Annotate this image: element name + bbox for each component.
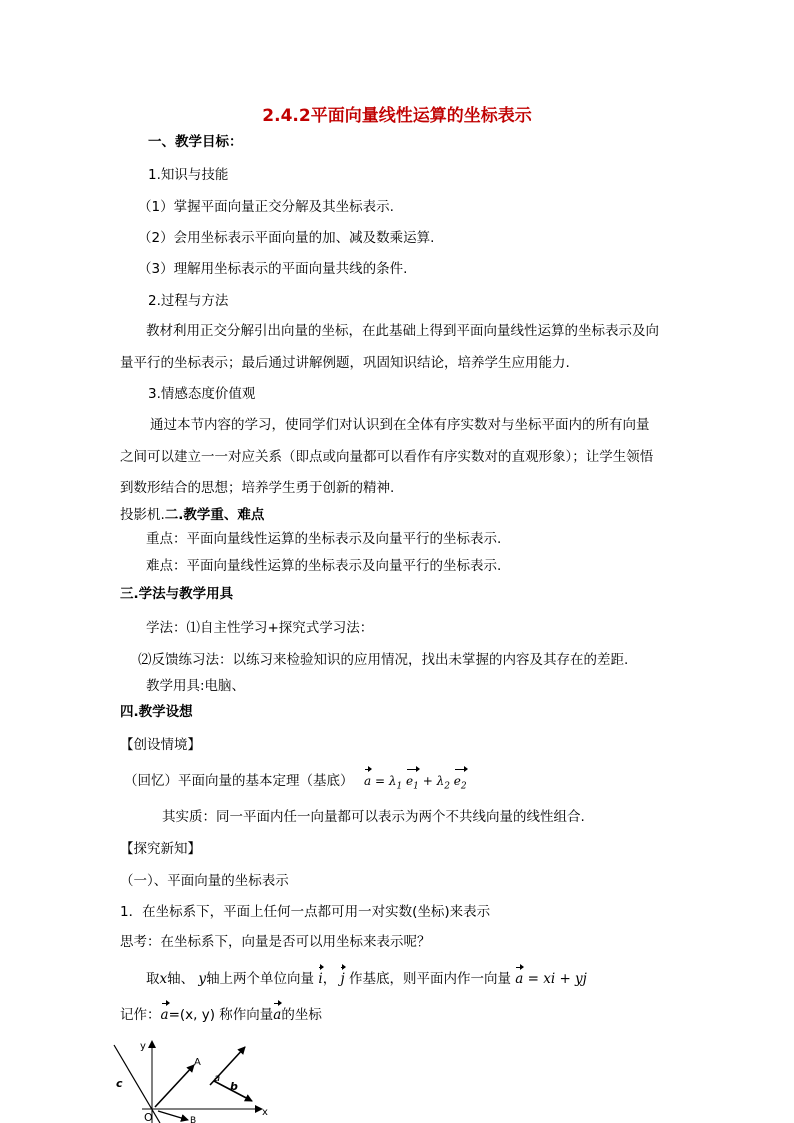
process-heading: 2.过程与方法 xyxy=(148,293,229,309)
process-text-2: 量平行的坐标表示；最后通过讲解例题，巩固知识结论，培养学生应用能力. xyxy=(120,355,570,371)
essence: 其实质：同一平面内任一向量都可以表示为两个不共线向量的线性组合. xyxy=(162,809,585,825)
e2-base: e xyxy=(453,774,461,788)
take-4: ， xyxy=(322,971,337,987)
point-1: 1．在坐标系下，平面上任何一点都可用一对实数(坐标)来表示 xyxy=(120,904,491,920)
record-3: 称作向量 xyxy=(219,1007,274,1023)
emotion-heading: 3.情感态度价值观 xyxy=(148,386,256,402)
emotion-text-2: 之间可以建立一一对应关系（即点或向量都可以看作有序实数对的直观形象）；让学生领悟 xyxy=(120,449,654,465)
think: 思考：在坐标系下，向量是否可以用坐标来表示呢？ xyxy=(120,934,431,950)
vector-e1 xyxy=(406,772,419,795)
take-line xyxy=(146,970,587,988)
lambda-1-sub: 1 xyxy=(396,781,403,792)
coordinate-figure xyxy=(110,1035,290,1123)
record-2: =(x, y) xyxy=(168,1007,215,1023)
vector-e2 xyxy=(454,772,467,795)
record-line xyxy=(120,1006,322,1024)
process-text-1: 教材利用正交分解引出向量的坐标，在此基础上得到平面向量线性运算的坐标表示及向 xyxy=(146,323,659,339)
e1-base: e xyxy=(406,774,414,788)
design-heading: 四.教学设想 xyxy=(120,704,193,720)
e2-sub: 2 xyxy=(460,781,467,792)
take-5: 作基底，则平面内作一向量 xyxy=(348,971,511,987)
c-line-label: c xyxy=(116,1077,123,1090)
take-3: 轴上两个单位向量 xyxy=(206,971,315,987)
lambda-2: λ xyxy=(436,774,445,788)
lambda-2-sub: 2 xyxy=(444,781,450,792)
difficult-point: 难点：平面向量线性运算的坐标表示及向量平行的坐标表示. xyxy=(146,558,502,574)
vector-i: i xyxy=(318,971,323,987)
method-2: ⑵反馈练习法：以练习来检验知识的应用情况，找出未掌握的内容及其存在的差距. xyxy=(138,652,629,668)
y-label: y xyxy=(140,1041,146,1052)
key-heading: 二.教学重、难点 xyxy=(164,507,265,523)
y-var: y xyxy=(198,971,207,987)
record-1: 记作： xyxy=(120,1007,161,1023)
vector-a: a xyxy=(364,774,372,788)
plus-sign: + xyxy=(422,774,433,788)
e1-sub: 1 xyxy=(413,781,419,792)
method-heading: 三.学法与教学用具 xyxy=(120,586,234,602)
vector-ob xyxy=(158,1111,188,1120)
a-vector-label: a xyxy=(214,1073,221,1084)
goals-heading: 一、教学目标： xyxy=(148,134,243,150)
key-point: 重点：平面向量线性运算的坐标表示及向量平行的坐标表示. xyxy=(146,531,502,547)
record-4: 的坐标 xyxy=(281,1007,322,1023)
emotion-text-1: 通过本节内容的学习，使同学们对认识到在全体有序实数对与坐标平面内的所有向量 xyxy=(150,417,650,433)
vector-oa xyxy=(155,1065,194,1107)
a-point-label: A xyxy=(194,1057,201,1068)
knowledge-item-2: （2）会用坐标表示平面向量的加、减及数乘运算. xyxy=(138,230,435,246)
tools: 教学用具:电脑、 xyxy=(146,678,246,694)
lambda-1: λ xyxy=(388,774,397,788)
vector-a-4: a xyxy=(273,1007,282,1023)
vector-a-3: a xyxy=(160,1007,169,1023)
knowledge-heading: 1.知识与技能 xyxy=(148,167,229,183)
take-1: 取 xyxy=(146,971,160,987)
key-prefix: 投影机. xyxy=(120,507,165,523)
o-label: O xyxy=(144,1111,153,1123)
emotion-text-3: 到数形结合的思想；培养学生勇于创新的精神. xyxy=(120,480,395,496)
knowledge-item-3: （3）理解用坐标表示的平面向量共线的条件. xyxy=(138,261,408,277)
x-var: x xyxy=(159,971,168,987)
b-vector-label: b xyxy=(230,1080,238,1093)
recall: （回忆）平面向量的基本定理（基底） xyxy=(124,773,354,789)
basis-formula xyxy=(364,772,467,795)
situation-heading: 【创设情境】 xyxy=(120,737,201,753)
b-point-label: B xyxy=(190,1116,197,1123)
take-2: 轴、 xyxy=(167,971,195,987)
vector-j: j xyxy=(340,971,345,987)
page-title: 2.4.2平面向量线性运算的坐标表示 xyxy=(262,106,532,126)
key-heading-line xyxy=(120,506,264,524)
eq-sign: = xyxy=(374,774,386,788)
sub-heading: （一）、平面向量的坐标表示 xyxy=(120,873,289,889)
eq-sign-2: = xyxy=(527,971,539,987)
knowledge-item-1: （1）掌握平面向量正交分解及其坐标表示. xyxy=(138,199,394,215)
method-1: 学法：⑴自主性学习+探究式学习法： xyxy=(146,620,374,636)
vector-a-2: a xyxy=(515,971,524,987)
explore-heading: 【探究新知】 xyxy=(120,841,201,857)
x-label: x xyxy=(262,1107,268,1118)
xi-plus-yj: xi + yj xyxy=(543,971,587,987)
